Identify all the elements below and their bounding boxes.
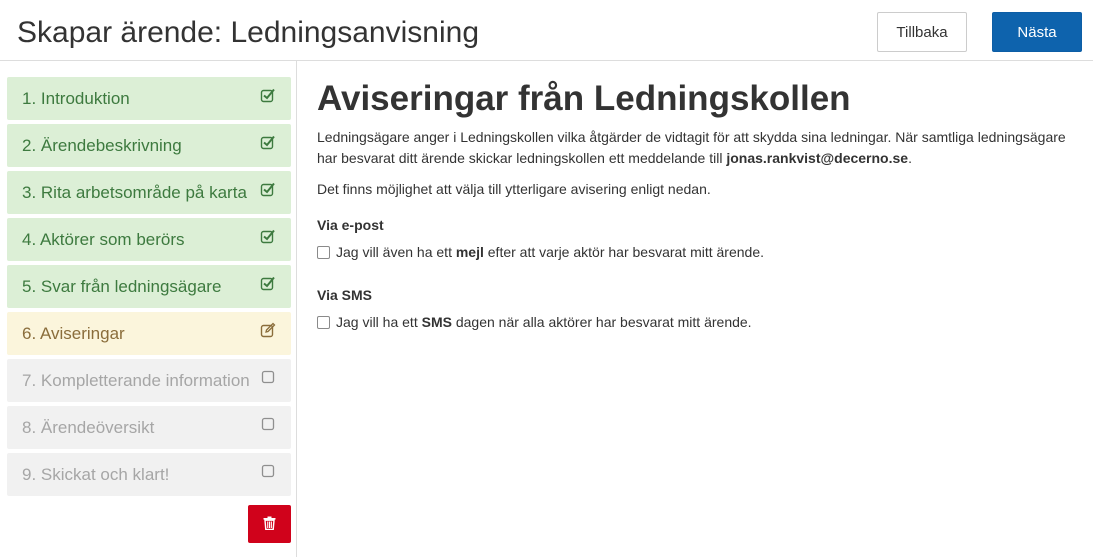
- step-label: 8. Ärendeöversikt: [22, 418, 155, 437]
- email-notification-option[interactable]: [317, 242, 1077, 263]
- checked-box-icon: [260, 275, 276, 291]
- email-option-bold: mejl: [455, 244, 484, 260]
- sms-option-label: [336, 312, 752, 333]
- user-email: jonas.rankvist@decerno.se: [726, 150, 909, 166]
- step-label: 5. Svar från ledningsägare: [22, 277, 222, 296]
- sms-section-label: Via SMS: [317, 287, 372, 303]
- step-label: 1. Introduktion: [22, 89, 130, 108]
- empty-box-icon: [260, 369, 276, 385]
- sms-option-text-before: Jag vill ha ett: [336, 314, 422, 330]
- step-label: 7. Kompletterande information: [22, 371, 250, 390]
- step-arendebeskrivning[interactable]: [7, 124, 291, 167]
- email-option-text-after: efter att varje aktör har besvarat mitt ärende.: [483, 244, 765, 260]
- checked-box-icon: [260, 87, 276, 103]
- options-note: Det finns möjlighet att välja till ytterligare avisering enligt nedan.: [317, 181, 711, 197]
- delete-button[interactable]: [248, 505, 291, 543]
- step-label: 4. Aktörer som berörs: [22, 230, 185, 249]
- next-button[interactable]: Nästa: [992, 12, 1082, 52]
- empty-box-icon: [260, 463, 276, 479]
- step-aviseringar[interactable]: [7, 312, 291, 355]
- step-kompletterande-information[interactable]: [7, 359, 291, 402]
- back-button[interactable]: Tillbaka: [877, 12, 967, 52]
- empty-box-icon: [260, 416, 276, 432]
- page-title: Skapar ärende: Ledningsanvisning: [17, 16, 479, 49]
- step-introduktion[interactable]: [7, 77, 291, 120]
- wizard-steps-sidebar: [0, 61, 297, 557]
- checked-box-icon: [260, 134, 276, 150]
- email-section-label: Via e-post: [317, 217, 384, 233]
- step-label: 6. Aviseringar: [22, 324, 125, 343]
- step-rita-arbetsomrade[interactable]: [7, 171, 291, 214]
- section-heading: Aviseringar från Ledningskollen: [317, 79, 851, 118]
- sms-notification-checkbox[interactable]: [317, 316, 330, 329]
- sms-notification-option[interactable]: [317, 312, 1077, 333]
- intro-paragraph: [317, 127, 1077, 169]
- step-aktorer-som-berors[interactable]: [7, 218, 291, 261]
- intro-text: Ledningsägare anger i Ledningskollen vilka åtgärder de vidtagit för att skydda sina ledningar. När samtliga ledningsägare har besvarat ditt ärende skickar ledningskollen ett meddelande till: [317, 129, 1066, 166]
- step-skickat-och-klart[interactable]: [7, 453, 291, 496]
- email-option-label: [336, 242, 764, 263]
- step-label: 9. Skickat och klart!: [22, 465, 170, 484]
- main-content: [317, 61, 1077, 333]
- step-label: 2. Ärendebeskrivning: [22, 136, 182, 155]
- trash-icon: [263, 516, 276, 530]
- sms-option-text-after: dagen när alla aktörer har besvarat mitt ärende.: [451, 314, 752, 330]
- checked-box-icon: [260, 228, 276, 244]
- step-svar-fran-ledningsagare[interactable]: [7, 265, 291, 308]
- intro-end: .: [908, 150, 912, 166]
- sms-option-bold: SMS: [421, 314, 452, 330]
- page-header: [0, 0, 1093, 61]
- edit-icon: [260, 322, 276, 338]
- step-arendeoversikt[interactable]: [7, 406, 291, 449]
- email-notification-checkbox[interactable]: [317, 246, 330, 259]
- step-label: 3. Rita arbetsområde på karta: [22, 183, 247, 202]
- email-option-text-before: Jag vill även ha ett: [336, 244, 456, 260]
- checked-box-icon: [260, 181, 276, 197]
